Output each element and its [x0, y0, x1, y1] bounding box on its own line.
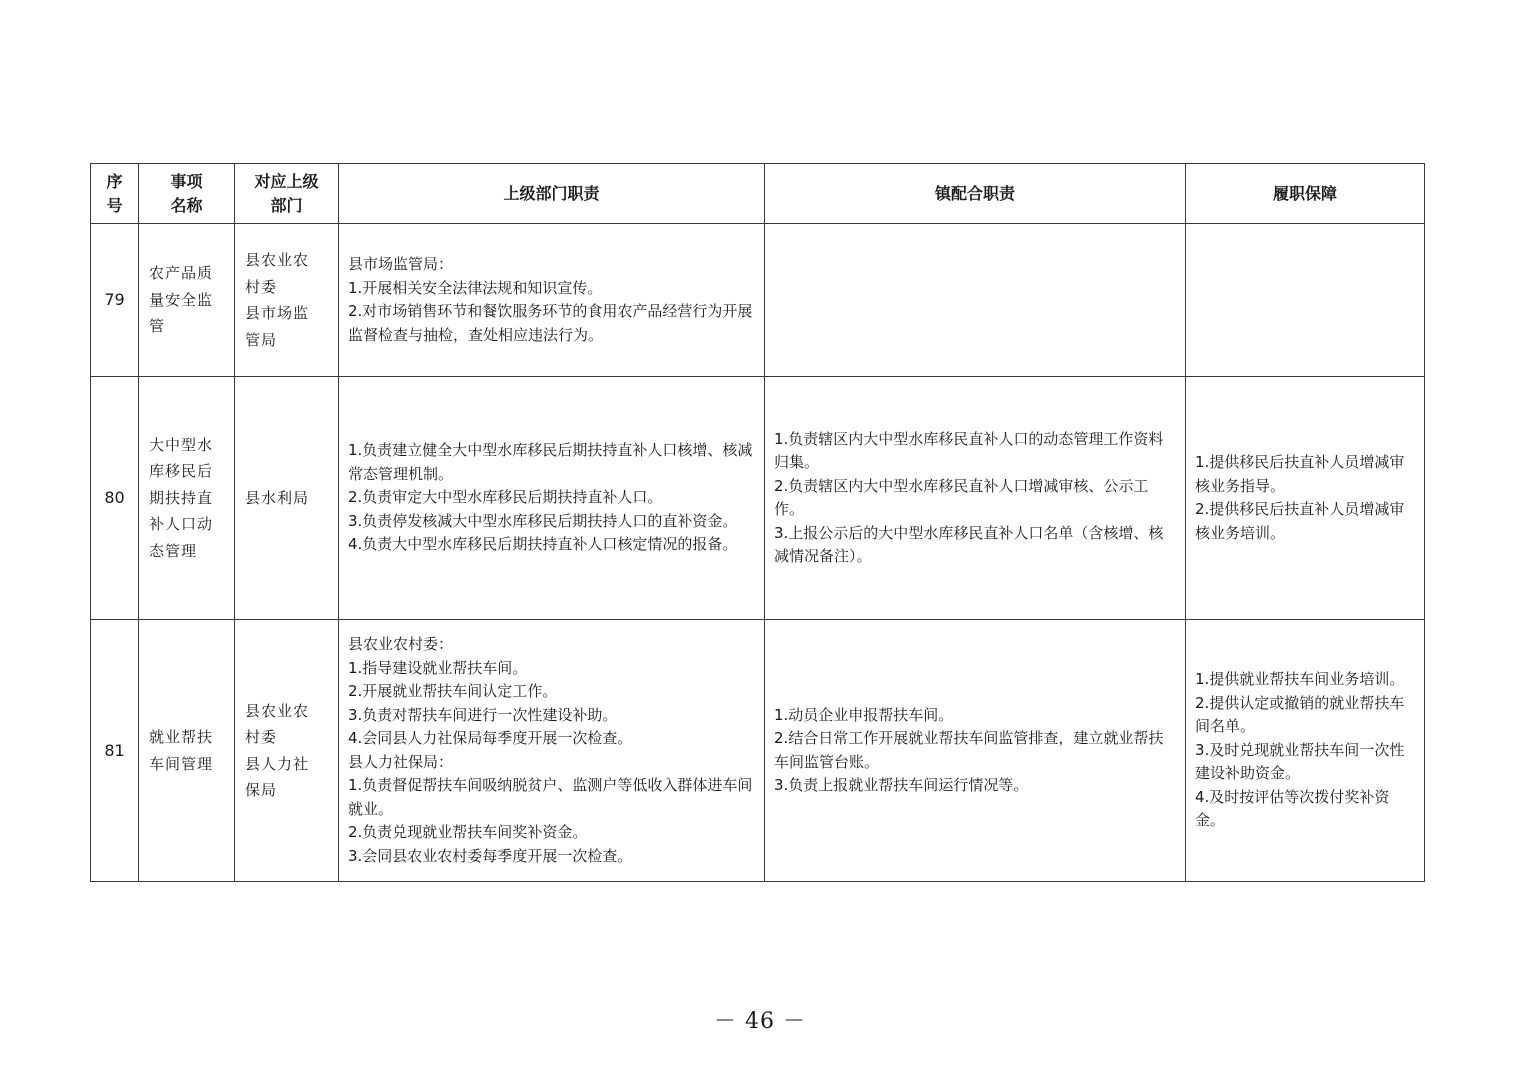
header-upper-dept: 对应上级 部门: [235, 164, 339, 224]
header-item-name: 事项 名称: [139, 164, 235, 224]
town-duty: [765, 224, 1186, 377]
town-duty: 1.负责辖区内大中型水库移民直补人口的动态管理工作资料归集。 2.负责辖区内大中型水库移民直补人口增减审核、公示工作。 3.上报公示后的大中型水库移民直补人口名单（含核增、核减情况备注）。: [765, 377, 1186, 620]
upper-dept: 县农业农 村委 县市场监 管局: [235, 224, 339, 377]
header-guarantee: 履职保障: [1186, 164, 1425, 224]
header-row: [91, 164, 1425, 224]
town-duty: 1.动员企业申报帮扶车间。 2.结合日常工作开展就业帮扶车间监管排查，建立就业帮扶车间监管台账。 3.负责上报就业帮扶车间运行情况等。: [765, 620, 1186, 882]
table-row: [91, 620, 1425, 882]
item-name: 就业帮扶 车间管理: [139, 620, 235, 882]
header-upper-duty: 上级部门职责: [339, 164, 765, 224]
table-row: [91, 224, 1425, 377]
upper-dept: 县水利局: [235, 377, 339, 620]
guarantee: [1186, 224, 1425, 377]
guarantee: 1.提供移民后扶直补人员增减审核业务指导。 2.提供移民后扶直补人员增减审核业务培训。: [1186, 377, 1425, 620]
upper-duty: 1.负责建立健全大中型水库移民后期扶持直补人口核增、核减常态管理机制。 2.负责审定大中型水库移民后期扶持直补人口。 3.负责停发核减大中型水库移民后期扶持人口的直补资金。 4.负责大中型水库移民后期扶持直补人口核定情况的报备。: [339, 377, 765, 620]
row-number: 79: [91, 224, 139, 377]
header-town-duty: 镇配合职责: [765, 164, 1186, 224]
guarantee: 1.提供就业帮扶车间业务培训。 2.提供认定或撤销的就业帮扶车间名单。 3.及时兑现就业帮扶车间一次性建设补助资金。 4.及时按评估等次拨付奖补资金。: [1186, 620, 1425, 882]
row-number: 80: [91, 377, 139, 620]
duty-table: [90, 163, 1425, 882]
header-no: 序 号: [91, 164, 139, 224]
page-number: － 46 －: [714, 1009, 806, 1034]
row-number: 81: [91, 620, 139, 882]
item-name: 大中型水 库移民后 期扶持直 补人口动 态管理: [139, 377, 235, 620]
upper-duty: 县市场监管局： 1.开展相关安全法律法规和知识宣传。 2.对市场销售环节和餐饮服务环节的食用农产品经营行为开展监督检查与抽检，查处相应违法行为。: [339, 224, 765, 377]
table-row: [91, 377, 1425, 620]
upper-dept: 县农业农 村委 县人力社 保局: [235, 620, 339, 882]
upper-duty: 县农业农村委： 1.指导建设就业帮扶车间。 2.开展就业帮扶车间认定工作。 3.负责对帮扶车间进行一次性建设补助。 4.会同县人力社保局每季度开展一次检查。 县人力社保局： 1.负责督促帮扶车间吸纳脱贫户、监测户等低收入群体进车间就业。 2.负责兑现就业帮扶车间奖补资金。 3.会同县农业农村委每季度开展一次检查。: [339, 620, 765, 882]
item-name: 农产品质 量安全监 管: [139, 224, 235, 377]
